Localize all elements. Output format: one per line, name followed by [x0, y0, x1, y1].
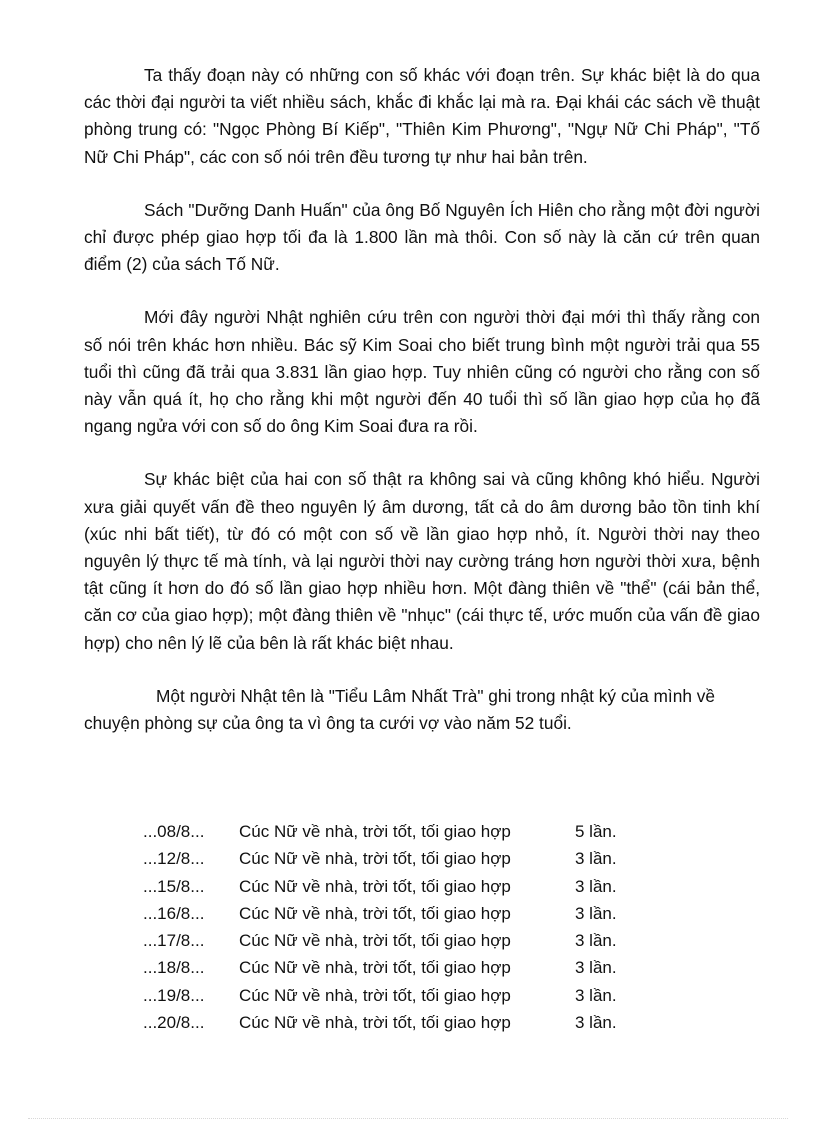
diary-text: Cúc Nữ về nhà, trời tốt, tối giao hợp [239, 1013, 511, 1033]
diary-row [84, 982, 760, 1009]
paragraph-2: Sách "Dưỡng Danh Huấn" của ông Bố Nguyên Ích Hiên cho rằng một đời người chỉ được phép giao hợp tối đa là 1.800 lần mà thôi. Con số này là căn cứ trên quan điểm (2) của sách Tố Nữ. [84, 199, 760, 275]
diary-list [84, 818, 760, 1036]
diary-date: ...12/8... [143, 849, 205, 869]
diary-count: 3 lần. [575, 958, 617, 978]
diary-row [84, 927, 760, 954]
diary-row [84, 900, 760, 927]
diary-count: 3 lần. [575, 1013, 617, 1033]
diary-date: ...16/8... [143, 903, 205, 923]
diary-text: Cúc Nữ về nhà, trời tốt, tối giao hợp [239, 822, 511, 841]
diary-text: Cúc Nữ về nhà, trời tốt, tối giao hợp [239, 985, 511, 1005]
diary-text: Cúc Nữ về nhà, trời tốt, tối giao hợp [239, 931, 511, 951]
diary-text: Cúc Nữ về nhà, trời tốt, tối giao hợp [239, 876, 511, 896]
paragraph-3: Mới đây người Nhật nghiên cứu trên con người thời đại mới thì thấy rằng con số nói trên khác hơn nhiều. Bác sỹ Kim Soai cho biết trung bình một người trải qua 55 tuổi thì cũng đã trải qua 3.831 lần giao hợp. Tuy nhiên cũng có người cho rằng con số này vẫn quá ít, họ cho rằng khi một người đến 40 tuổi thì số lần giao hợp của họ đã ngang ngửa với con số do ông Kim Soai đưa ra rồi. [84, 307, 760, 437]
diary-date: ...15/8... [143, 876, 205, 896]
diary-row [84, 1009, 760, 1036]
diary-row [84, 954, 760, 981]
diary-count: 3 lần. [575, 985, 617, 1005]
diary-date: ...18/8... [143, 958, 205, 978]
diary-count: 3 lần. [575, 903, 617, 923]
diary-date: ...20/8... [143, 1013, 205, 1033]
diary-date: ...08/8... [143, 822, 205, 841]
paragraph-1: Ta thấy đoạn này có những con số khác với đoạn trên. Sự khác biệt là do qua các thời đại người ta viết nhiều sách, khắc đi khắc lại mà ra. Đại khái các sách về thuật phòng trung có: "Ngọc Phòng Bí Kiếp", "Thiên Kim Phương", "Ngự Nữ Chi Pháp", "Tố Nữ Chi Pháp", các con số nói trên đều tương tự như hai bản trên. [84, 65, 760, 167]
diary-date: ...17/8... [143, 931, 205, 951]
diary-count: 3 lần. [575, 876, 617, 896]
diary-date: ...19/8... [143, 985, 205, 1005]
paragraph-5: Một người Nhật tên là "Tiểu Lâm Nhất Trà" ghi trong nhật ký của mình về chuyện phòng sự của ông ta vì ông ta cưới vợ vào năm 52 tuổi. [84, 685, 715, 734]
diary-count: 5 lần. [575, 822, 617, 841]
diary-text: Cúc Nữ về nhà, trời tốt, tối giao hợp [239, 849, 511, 869]
diary-count: 3 lần. [575, 849, 617, 869]
diary-row [84, 845, 760, 872]
diary-text: Cúc Nữ về nhà, trời tốt, tối giao hợp [239, 903, 511, 923]
paragraph-4: Sự khác biệt của hai con số thật ra không sai và cũng không khó hiểu. Người xưa giải quyết vấn đề theo nguyên lý âm dương, tất cả do âm dương bảo tồn tinh khí (xúc nhi bất tiết), từ đó có một con số về lần giao hợp nhỏ, ít. Người thời nay theo nguyên lý thực tế mà tính, và lại người thời nay cường tráng hơn người thời xưa, bệnh tật cũng ít hơn do đó số lần giao hợp nhiều hơn. Một đàng thiên về "thể" (cái bản thể, căn cơ của giao hợp); một đàng thiên về "nhục" (cái thực tế, ước muốn của vấn đề giao hợp) cho nên lý lẽ của bên là rất khác biệt nhau. [84, 469, 760, 653]
diary-row [84, 873, 760, 900]
diary-count: 3 lần. [575, 931, 617, 951]
document-page [84, 62, 760, 1033]
diary-text: Cúc Nữ về nhà, trời tốt, tối giao hợp [239, 958, 511, 978]
page-bottom-divider [28, 1118, 788, 1119]
diary-row [84, 818, 760, 845]
